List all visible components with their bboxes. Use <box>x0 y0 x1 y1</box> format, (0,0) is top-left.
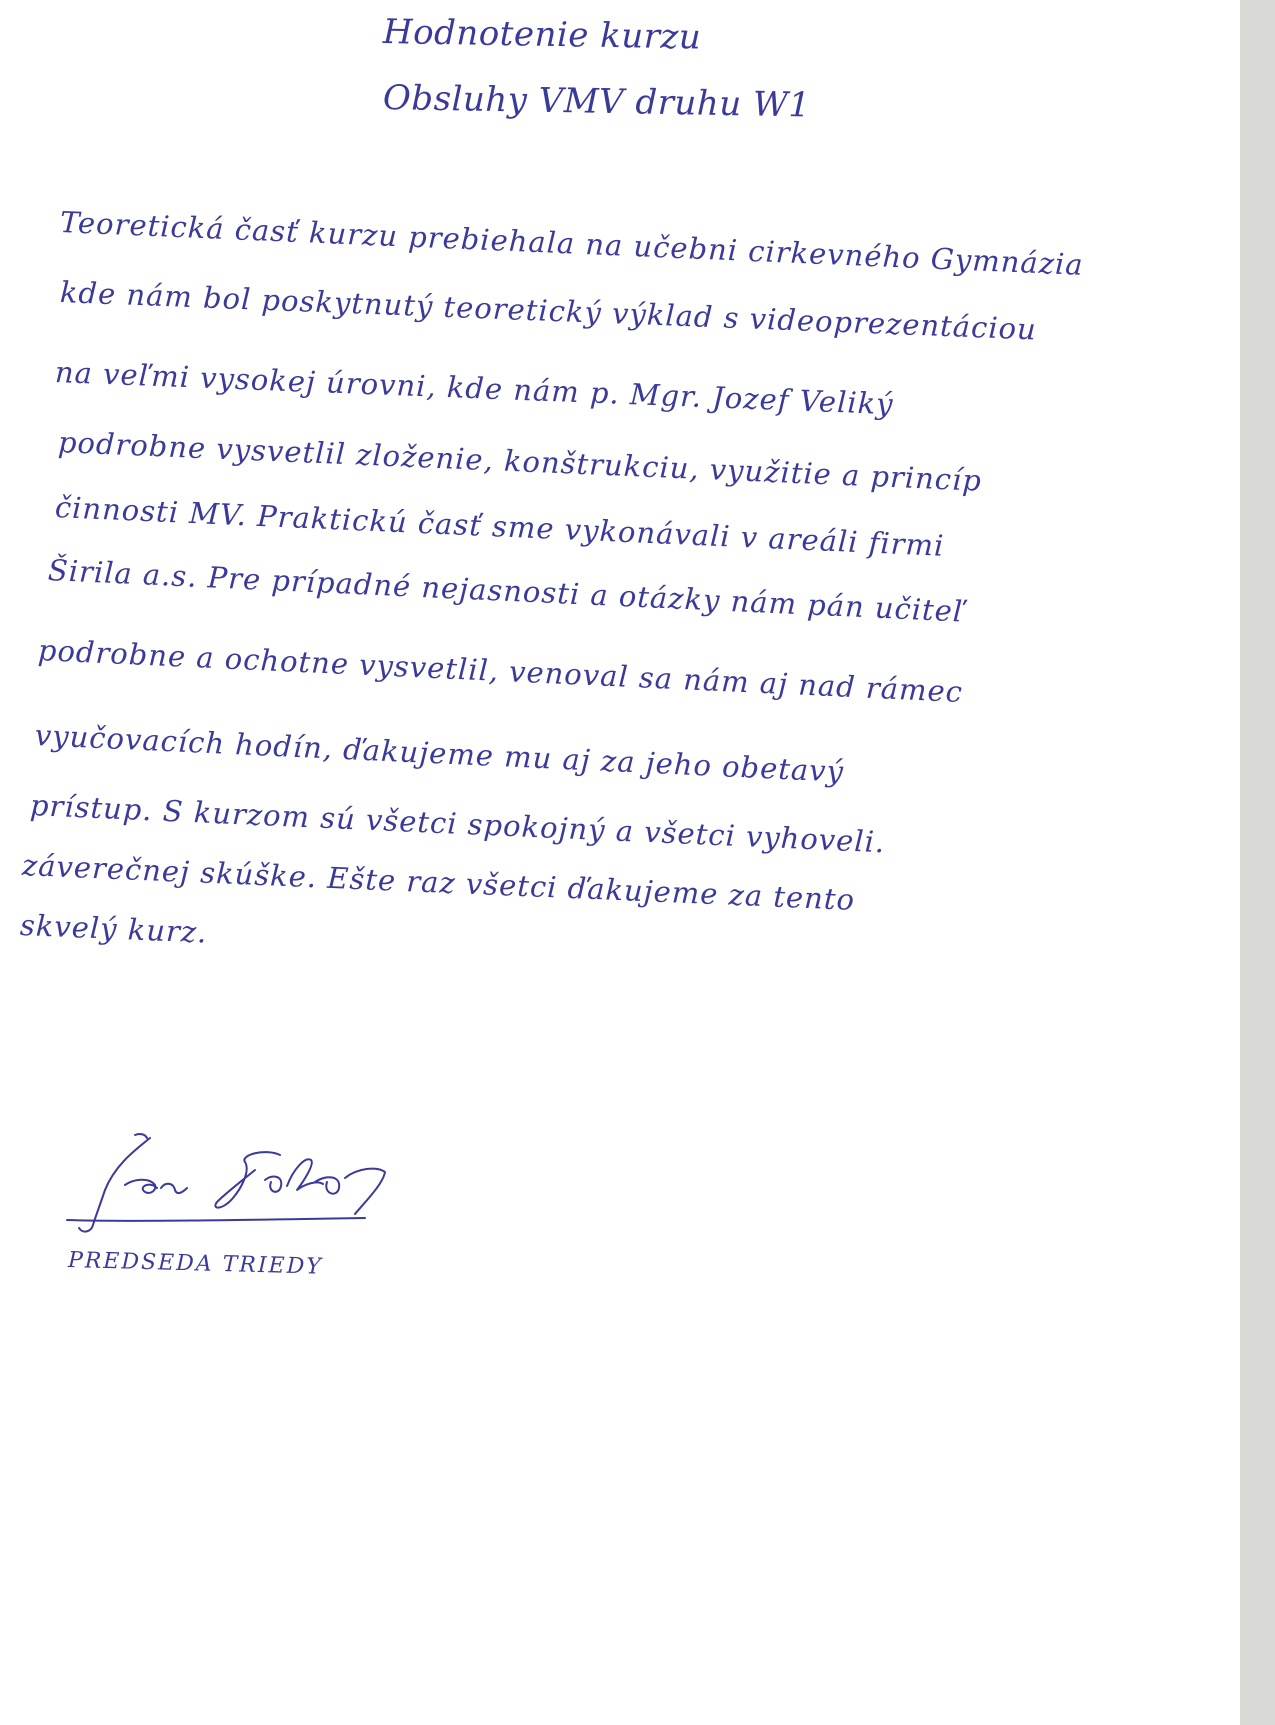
body-text-line: podrobne vysvetlil zloženie, konštrukciu, využitie a princíp <box>57 425 983 498</box>
body-text-line: skvelý kurz. <box>19 908 209 950</box>
scan-edge <box>1240 0 1275 1725</box>
signature-role-label: PREDSEDA TRIEDY <box>67 1248 324 1280</box>
document-subtitle: Obsluhy VMV druhu W1 <box>382 78 811 126</box>
body-text-line: podrobne a ochotne vysvetlil, venoval sa nám aj nad rámec <box>37 633 964 709</box>
document-title: Hodnotenie kurzu <box>382 12 702 58</box>
body-text-line: Širila a.s. Pre prípadné nejasnosti a otázky nám pán učiteľ <box>47 553 967 629</box>
body-text-line: prístup. S kurzom sú všetci spokojný a všetci vyhoveli. <box>29 788 886 860</box>
signature-drawing <box>65 1130 425 1235</box>
body-text-line: Teoretická časť kurzu prebiehala na učebni cirkevného Gymnázia <box>59 205 1085 282</box>
handwritten-signature <box>65 1130 425 1235</box>
body-text-line: záverečnej skúške. Ešte raz všetci ďakujeme za tento <box>21 848 856 917</box>
body-text-line: na veľmi vysokej úrovni, kde nám p. Mgr. Jozef Veliký <box>54 355 895 422</box>
body-text-line: vyučovacích hodín, ďakujeme mu aj za jeho obetavý <box>34 718 845 789</box>
body-text-line: kde nám bol poskytnutý teoretický výklad s videoprezentáciou <box>59 275 1038 347</box>
body-text-line: činnosti MV. Praktickú časť sme vykonávali v areáli firmi <box>54 490 946 563</box>
